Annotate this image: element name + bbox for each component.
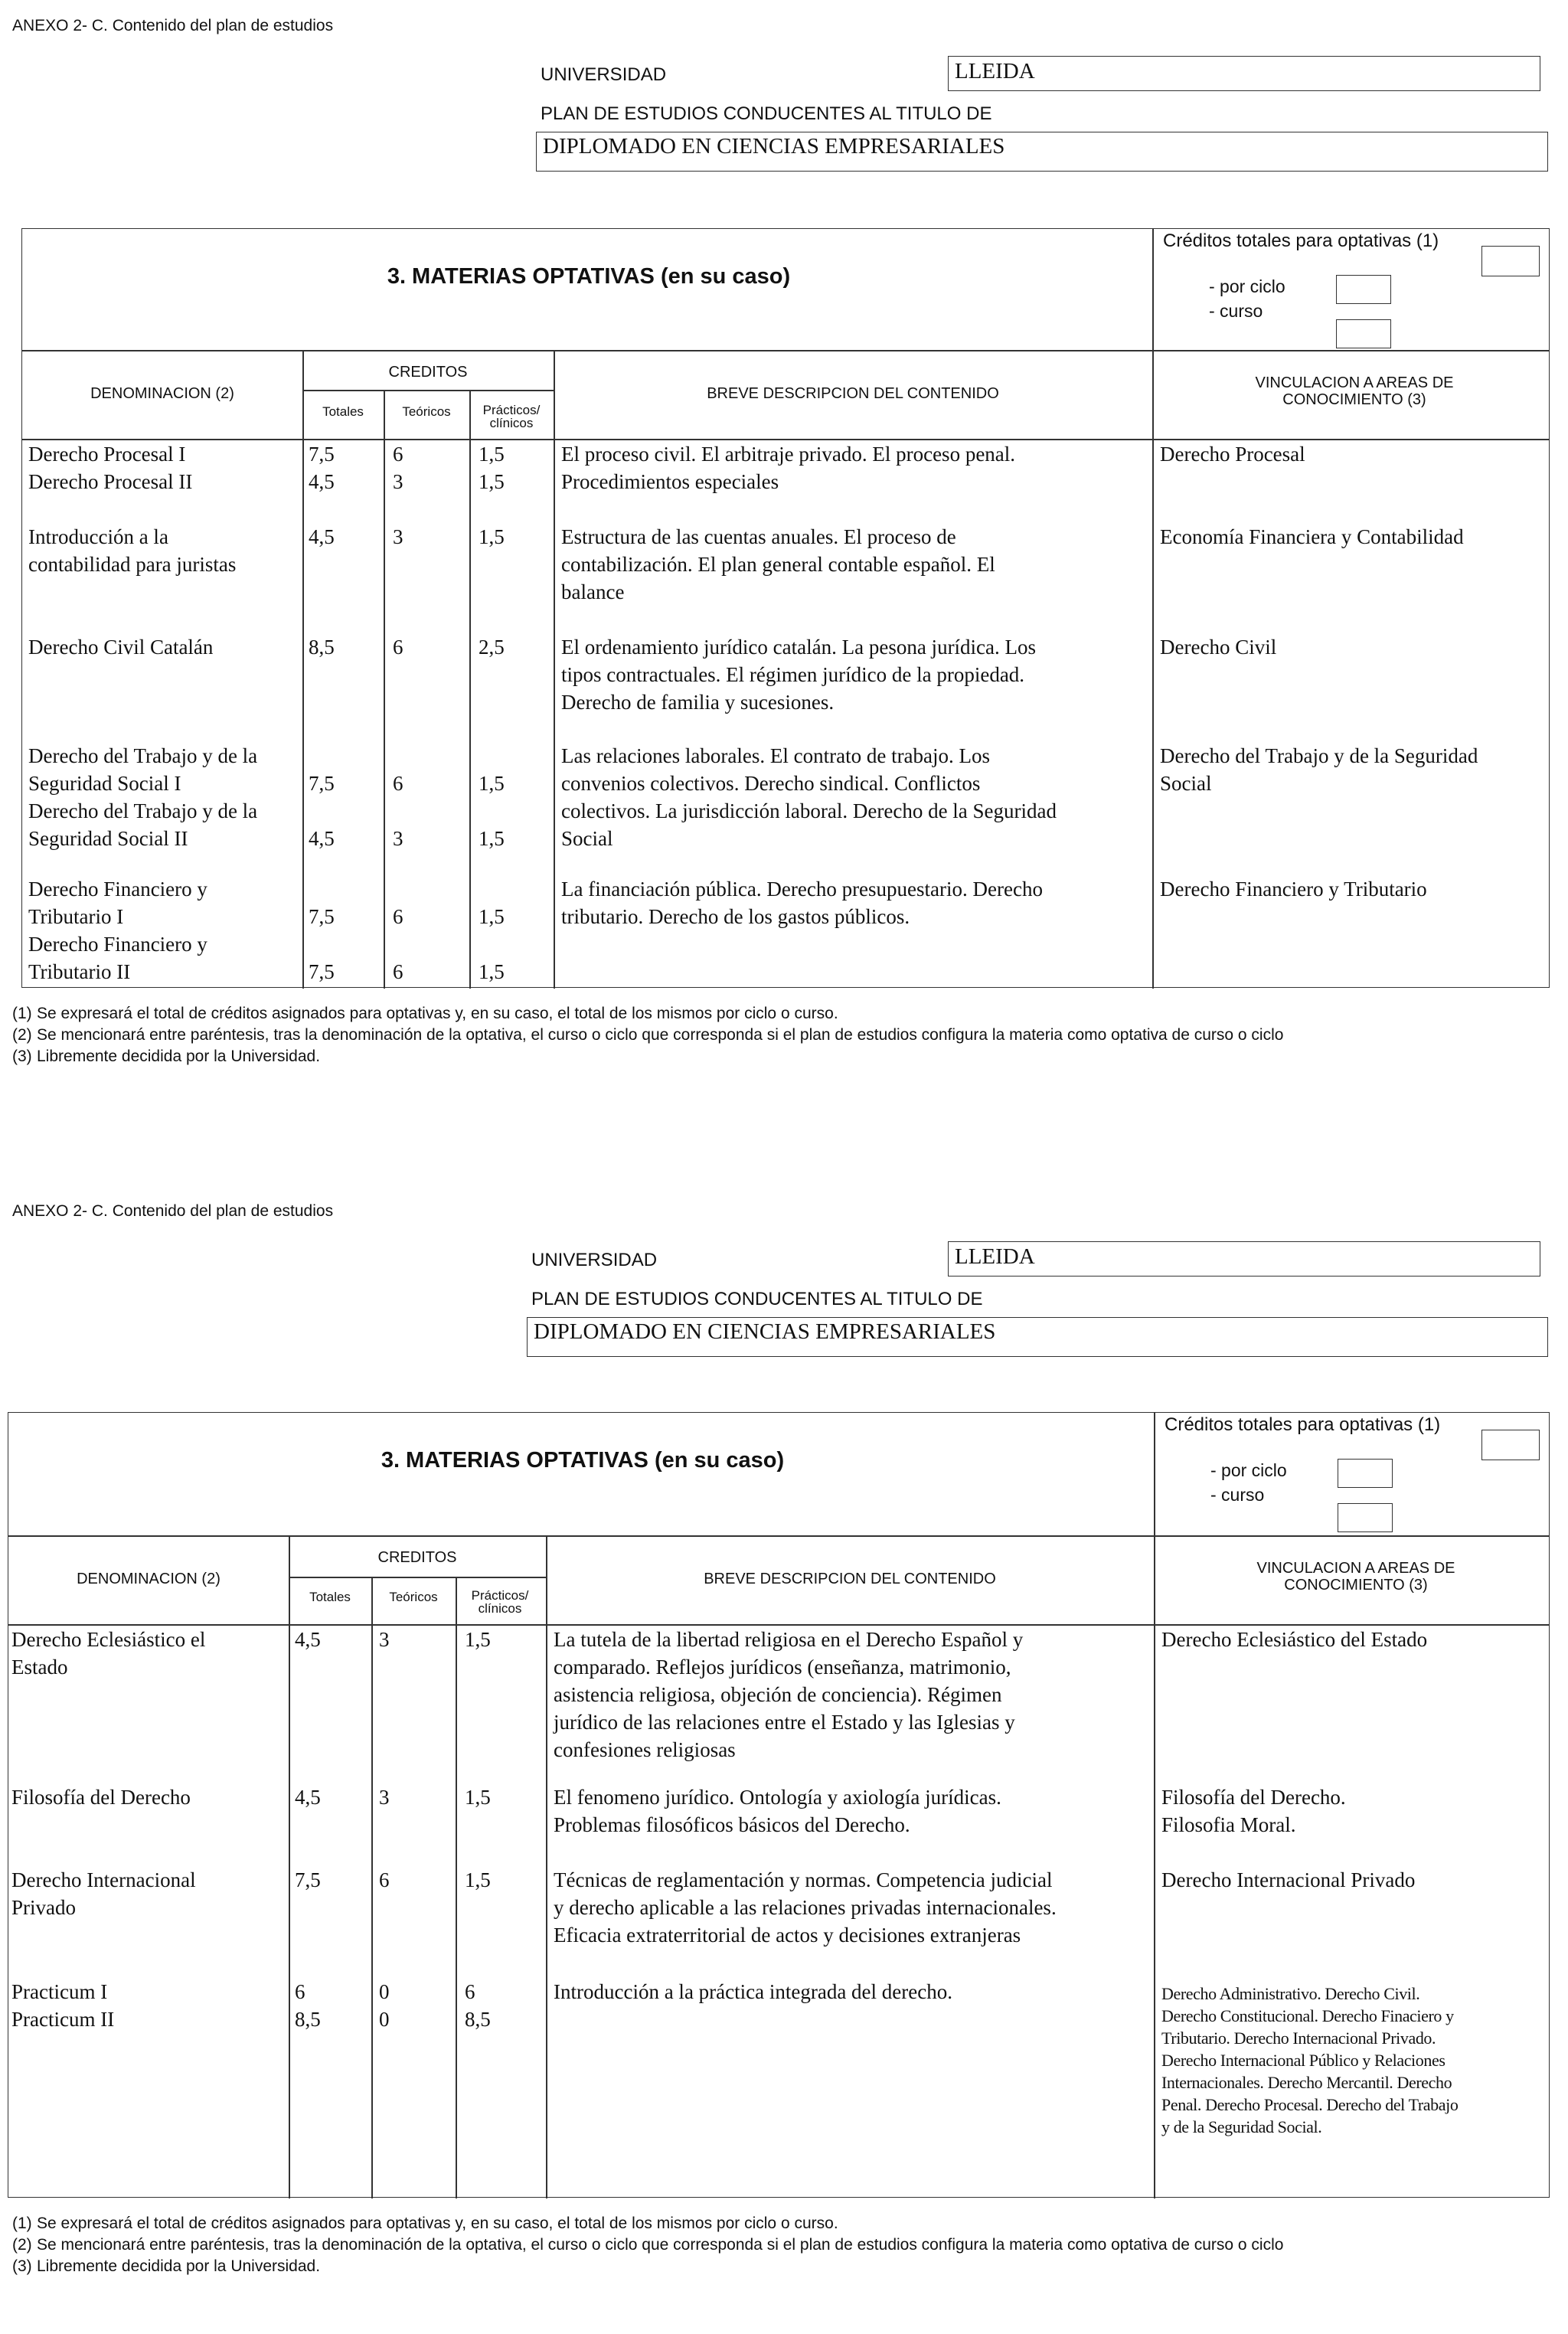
curso-label: - curso [1209,301,1263,321]
por-ciclo-box [1336,275,1391,304]
subheader-divider [289,1577,546,1578]
row-3-practicos: 2,5 [479,636,505,659]
row-2-descripcion: Estructura de las cuentas anuales. El proceso de contabilización. El plan general contable español. El balance [561,525,995,603]
plan-label: PLAN DE ESTUDIOS CONDUCENTES AL TITULO DE [531,1289,983,1309]
totales-box [1481,246,1540,276]
row-2-teoricos: 3 [393,525,403,548]
row-2-totales: 4,5 [295,1786,321,1809]
header-vinculacion: VINCULACION A AREAS DE CONOCIMIENTO (3) [1256,1560,1455,1594]
row-3-teoricos: 6 [379,1868,390,1891]
row-4-practicos: 6 8,5 [465,1980,491,2031]
row-1-teoricos: 3 [379,1628,390,1651]
footnote-text: Se expresará el total de créditos asignados para optativas y, en su caso, el total de los mismos por ciclo o curso. [37,1005,838,1022]
footnote-number: (1) [12,1005,32,1022]
row-2-descripcion: El fenomeno jurídico. Ontología y axiología jurídicas. Problemas filosóficos básicos del Derecho. [554,1786,1001,1836]
header-denominacion: DENOMINACION (2) [77,1571,220,1587]
row-2-denominacion: Introducción a la contabilidad para juristas [28,525,237,576]
row-1-practicos: 1,5 [465,1628,491,1651]
row-3-totales: 8,5 [309,636,335,659]
section-title: 3. MATERIAS OPTATIVAS (en su caso) [387,264,791,289]
universidad-field: LLEIDA [948,56,1540,91]
footnote-number: (3) [12,2257,32,2275]
row-4-totales: 7,5 4,5 [309,772,335,850]
row-4-vinculacion: Derecho del Trabajo y de la Seguridad Social [1160,744,1478,795]
section-title: 3. MATERIAS OPTATIVAS (en su caso) [381,1448,785,1473]
footnote-text: Libremente decidida por la Universidad. [37,1048,321,1065]
col-divider [456,1577,457,2198]
row-2-vinculacion: Economía Financiera y Contabilidad [1160,525,1464,548]
universidad-label: UNIVERSIDAD [531,1250,658,1270]
footnote [12,1026,1559,1044]
col-divider [384,390,385,989]
footnote [12,2257,1559,2276]
row-1-practicos: 1,5 1,5 [479,443,505,493]
row-3-denominacion: Derecho Internacional Privado [11,1868,196,1919]
footnote [12,2236,1559,2254]
row-2-teoricos: 3 [379,1786,390,1809]
page-2 [0,1185,1568,2334]
row-1-vinculacion: Derecho Eclesiástico del Estado [1161,1628,1428,1651]
row-5-teoricos: 6 6 [393,905,403,983]
curso-box [1338,1503,1393,1532]
totales-label: Créditos totales para optativas (1) [1163,230,1439,251]
row-4-teoricos: 6 3 [393,772,403,850]
row-4-teoricos: 0 0 [379,1980,390,2031]
col-divider [554,350,555,989]
row-4-denominacion: Derecho del Trabajo y de la Seguridad Social I Derecho del Trabajo y de la Seguridad Social II [28,744,258,850]
col-divider [289,1535,290,2198]
header-descripcion: BREVE DESCRIPCION DEL CONTENIDO [704,1571,996,1587]
universidad-label: UNIVERSIDAD [541,64,667,85]
header-descripcion: BREVE DESCRIPCION DEL CONTENIDO [707,385,999,402]
header-practicos: Prácticos/ clínicos [471,1588,529,1616]
footnote-number: (2) [12,2236,32,2254]
row-5-totales: 7,5 7,5 [309,905,335,983]
row-4-descripcion: Las relaciones laborales. El contrato de trabajo. Los convenios colectivos. Derecho sindical. Conflictos colectivos. La jurisdicción laboral. Derecho de la Seguridad Social [561,744,1057,850]
optativas-table [8,1412,1550,2198]
header-totales: Totales [309,1590,351,1604]
header-teoricos: Teóricos [389,1590,438,1604]
row-4-denominacion: Practicum I Practicum II [11,1980,115,2031]
footnote-number: (3) [12,1048,32,1065]
header-practicos: Prácticos/ clínicos [482,403,541,430]
footnote [12,1005,1559,1023]
footnotes [12,1005,1559,1069]
footnote-number: (1) [12,2215,32,2232]
col-divider [1154,1413,1155,2198]
row-4-vinculacion: Derecho Administrativo. Derecho Civil. Derecho Constitucional. Derecho Finaciero y Tributario. Derecho Internacional Privado. Derecho Internacional Público y Relaciones Internacionales. Derecho Mercantil. Derecho Penal. Derecho Procesal. Derecho del Trabajo y de la Seguridad Social. [1161,1984,1459,2136]
row-3-practicos: 1,5 [465,1868,491,1891]
row-3-teoricos: 6 [393,636,403,659]
page-1 [0,0,1568,1149]
row-1-denominacion: Derecho Procesal I Derecho Procesal II [28,443,193,493]
col-divider [371,1577,373,2198]
footnote-text: Se expresará el total de créditos asignados para optativas y, en su caso, el total de los mismos por ciclo o curso. [37,2215,838,2232]
header-creditos: CREDITOS [388,364,468,381]
totales-box [1481,1430,1540,1460]
annex-heading: ANEXO 2- C. Contenido del plan de estudios [12,17,334,34]
row-2-vinculacion: Filosofía del Derecho. Filosofia Moral. [1161,1786,1346,1836]
row-4-totales: 6 8,5 [295,1980,321,2031]
curso-box [1336,319,1391,348]
row-3-totales: 7,5 [295,1868,321,1891]
header-denominacion: DENOMINACION (2) [90,385,234,402]
row-1-totales: 7,5 4,5 [309,443,335,493]
row-3-vinculacion: Derecho Internacional Privado [1161,1868,1416,1891]
col-divider [1152,229,1154,989]
subheader-divider [302,390,554,391]
row-1-totales: 4,5 [295,1628,321,1651]
por-ciclo-label: - por ciclo [1210,1460,1287,1480]
col-divider [546,1535,547,2198]
row-4-practicos: 1,5 1,5 [479,772,505,850]
plan-title-field: DIPLOMADO EN CIENCIAS EMPRESARIALES [527,1317,1548,1357]
totales-label: Créditos totales para optativas (1) [1165,1414,1441,1435]
row-5-denominacion: Derecho Financiero y Tributario I Derecho Financiero y Tributario II [28,878,207,983]
footnote-text: Se mencionará entre paréntesis, tras la denominación de la optativa, el curso o ciclo que corresponda si el plan de estudios configura la materia como optativa de curso o ciclo [37,1026,1284,1044]
footnotes [12,2215,1559,2279]
header-vinculacion: VINCULACION A AREAS DE CONOCIMIENTO (3) [1255,374,1454,408]
row-1-vinculacion: Derecho Procesal [1160,443,1305,466]
footnote-number: (2) [12,1026,32,1044]
universidad-field: LLEIDA [948,1241,1540,1277]
row-1-descripcion: El proceso civil. El arbitraje privado. El proceso penal. Procedimientos especiales [561,443,1016,493]
footnote [12,2215,1559,2233]
header-divider [8,1535,1549,1537]
row-5-practicos: 1,5 1,5 [479,905,505,983]
row-2-practicos: 1,5 [465,1786,491,1809]
row-1-denominacion: Derecho Eclesiástico el Estado [11,1628,206,1679]
row-5-vinculacion: Derecho Financiero y Tributario [1160,878,1427,901]
header-divider [22,350,1549,351]
header-totales: Totales [322,404,364,419]
col-divider [469,390,471,989]
plan-label: PLAN DE ESTUDIOS CONDUCENTES AL TITULO DE [541,103,992,124]
row-1-teoricos: 6 3 [393,443,403,493]
footnote-text: Se mencionará entre paréntesis, tras la denominación de la optativa, el curso o ciclo que corresponda si el plan de estudios configura la materia como optativa de curso o ciclo [37,2236,1284,2254]
row-3-vinculacion: Derecho Civil [1160,636,1277,659]
header-teoricos: Teóricos [402,404,451,419]
col-divider [302,350,304,989]
row-2-totales: 4,5 [309,525,335,548]
optativas-table [21,228,1550,988]
row-3-descripcion: Técnicas de reglamentación y normas. Competencia judicial y derecho aplicable a las relaciones privadas internacionales. Eficacia extraterritorial de actos y decisiones extranjeras [554,1868,1057,1947]
row-3-denominacion: Derecho Civil Catalán [28,636,214,659]
por-ciclo-box [1338,1459,1393,1488]
header-creditos: CREDITOS [377,1549,457,1566]
footnote-text: Libremente decidida por la Universidad. [37,2257,321,2275]
row-3-descripcion: El ordenamiento jurídico catalán. La pesona jurídica. Los tipos contractuales. El régimen jurídico de la propiedad. Derecho de familia y sucesiones. [561,636,1037,714]
por-ciclo-label: - por ciclo [1209,276,1285,296]
row-2-practicos: 1,5 [479,525,505,548]
annex-heading: ANEXO 2- C. Contenido del plan de estudios [12,1202,334,1220]
row-2-denominacion: Filosofía del Derecho [11,1786,191,1809]
row-1-descripcion: La tutela de la libertad religiosa en el Derecho Español y comparado. Reflejos jurídicos (enseñanza, matrimonio, asistencia religiosa, objeción de conciencia). Régimen jurídico de las relaciones entre el Estado y las Iglesias y confesiones religiosas [554,1628,1024,1761]
row-4-descripcion: Introducción a la práctica integrada del derecho. [554,1980,952,2003]
footnote [12,1048,1559,1066]
row-5-descripcion: La financiación pública. Derecho presupuestario. Derecho tributario. Derecho de los gastos públicos. [561,878,1043,928]
plan-title-field: DIPLOMADO EN CIENCIAS EMPRESARIALES [536,132,1548,172]
curso-label: - curso [1210,1485,1265,1505]
